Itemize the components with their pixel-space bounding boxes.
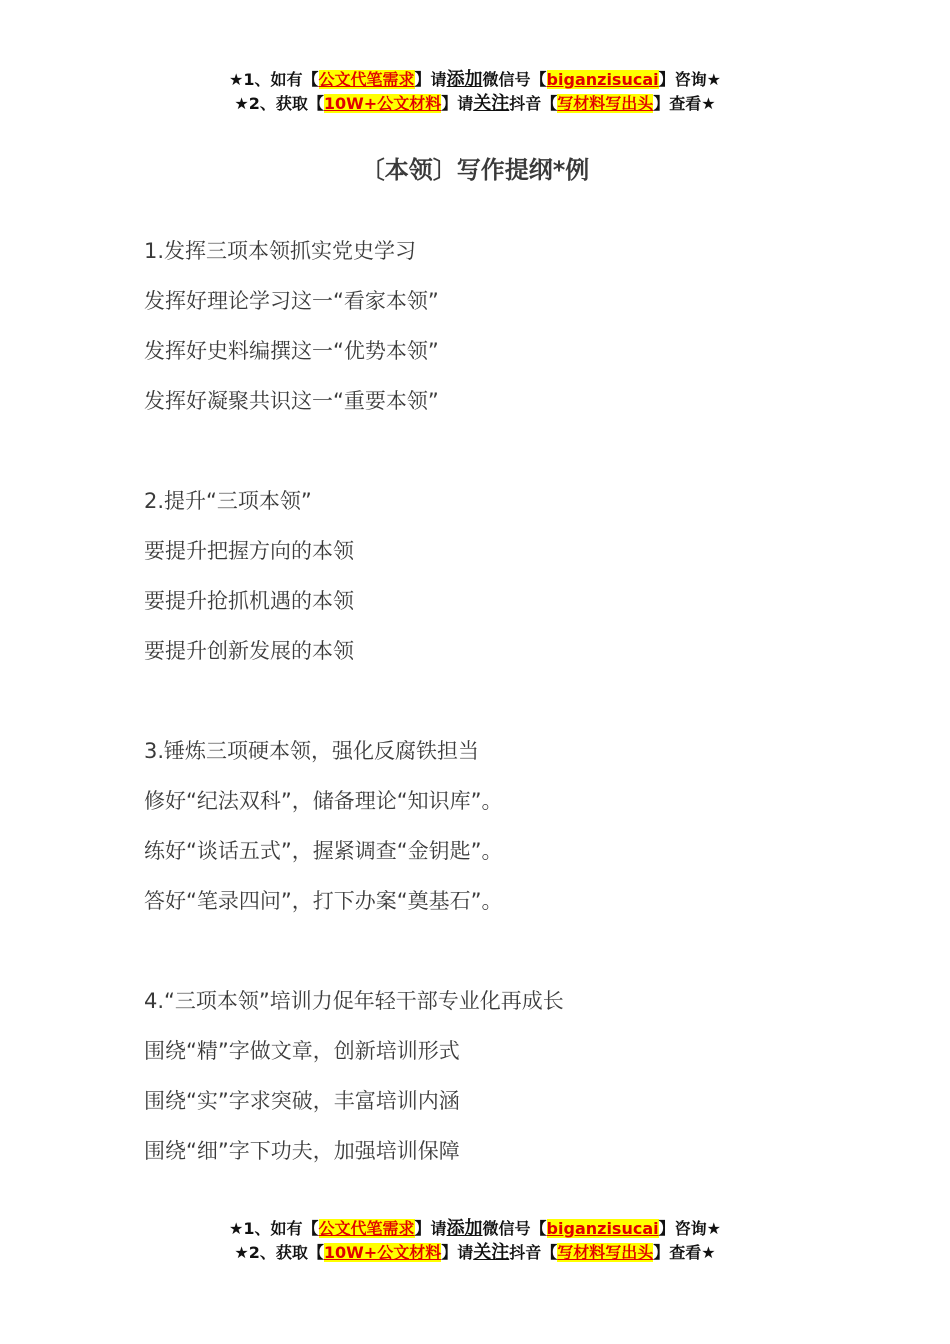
banner-highlight: 写材料写出头 <box>557 1243 654 1262</box>
banner-text: 】查看★ <box>653 1243 716 1262</box>
header-banner <box>0 68 950 116</box>
banner-line-1 <box>0 68 950 92</box>
section-item: 练好“谈话五式”，握紧调查“金钥匙”。 <box>144 839 503 863</box>
banner-highlight: 写材料写出头 <box>557 94 654 113</box>
banner-text: 】查看★ <box>653 94 716 113</box>
banner-text: 抖音【 <box>509 94 558 113</box>
section-item: 要提升创新发展的本领 <box>144 639 354 663</box>
section-heading: 4.“三项本领”培训力促年轻干部专业化再成长 <box>144 989 564 1013</box>
section-item: 要提升抢抓机遇的本领 <box>144 589 354 613</box>
spacer <box>144 926 864 976</box>
banner-highlight: 公文代笔需求 <box>318 70 415 89</box>
section-heading: 2.提升“三项本领” <box>144 489 312 513</box>
section-item: 发挥好凝聚共识这一“重要本领” <box>144 389 439 413</box>
banner-highlight: 10W+公文材料 <box>323 94 442 113</box>
section-item: 围绕“精”字做文章，创新培训形式 <box>144 1039 460 1063</box>
section-item: 答好“笔录四问”，打下办案“奠基石”。 <box>144 889 503 913</box>
banner-text: 】咨询★ <box>658 1219 721 1238</box>
banner-line-2 <box>0 1241 950 1265</box>
spacer <box>144 426 864 476</box>
banner-highlight: 公文代笔需求 <box>318 1219 415 1238</box>
section-item: 发挥好史料编撰这一“优势本领” <box>144 339 439 363</box>
section-item: 修好“纪法双科”，储备理论“知识库”。 <box>144 789 503 813</box>
banner-text: 】请 <box>441 94 474 113</box>
banner-text: 微信号【 <box>482 70 547 89</box>
banner-line-1 <box>0 1217 950 1241</box>
banner-text: 】咨询★ <box>658 70 721 89</box>
banner-highlight: 10W+公文材料 <box>323 1243 442 1262</box>
banner-emphasis: 添加 <box>446 69 483 90</box>
section-item: 围绕“实”字求突破，丰富培训内涵 <box>144 1089 460 1113</box>
footer-banner <box>0 1217 950 1265</box>
banner-emphasis: 添加 <box>446 1218 483 1239</box>
section-heading: 1.发挥三项本领抓实党史学习 <box>144 239 417 263</box>
spacer <box>144 676 864 726</box>
document-body <box>144 226 864 1176</box>
banner-emphasis: 关注 <box>473 1242 510 1263</box>
banner-highlight: biganzisucai <box>546 70 659 89</box>
banner-line-2 <box>0 92 950 116</box>
banner-text: ★2、获取【 <box>234 94 324 113</box>
banner-emphasis: 关注 <box>473 93 510 114</box>
banner-text: ★2、获取【 <box>234 1243 324 1262</box>
banner-text: 】请 <box>441 1243 474 1262</box>
section-item: 围绕“细”字下功夫，加强培训保障 <box>144 1139 460 1163</box>
banner-text: 】请 <box>414 70 447 89</box>
banner-text: ★1、如有【 <box>229 70 319 89</box>
banner-text: ★1、如有【 <box>229 1219 319 1238</box>
banner-highlight: biganzisucai <box>546 1219 659 1238</box>
document-title: 〔本领〕写作提纲*例 <box>360 156 590 184</box>
section-item: 发挥好理论学习这一“看家本领” <box>144 289 439 313</box>
banner-text: 】请 <box>414 1219 447 1238</box>
banner-text: 抖音【 <box>509 1243 558 1262</box>
banner-text: 微信号【 <box>482 1219 547 1238</box>
section-item: 要提升把握方向的本领 <box>144 539 354 563</box>
section-heading: 3.锤炼三项硬本领，强化反腐铁担当 <box>144 739 480 763</box>
